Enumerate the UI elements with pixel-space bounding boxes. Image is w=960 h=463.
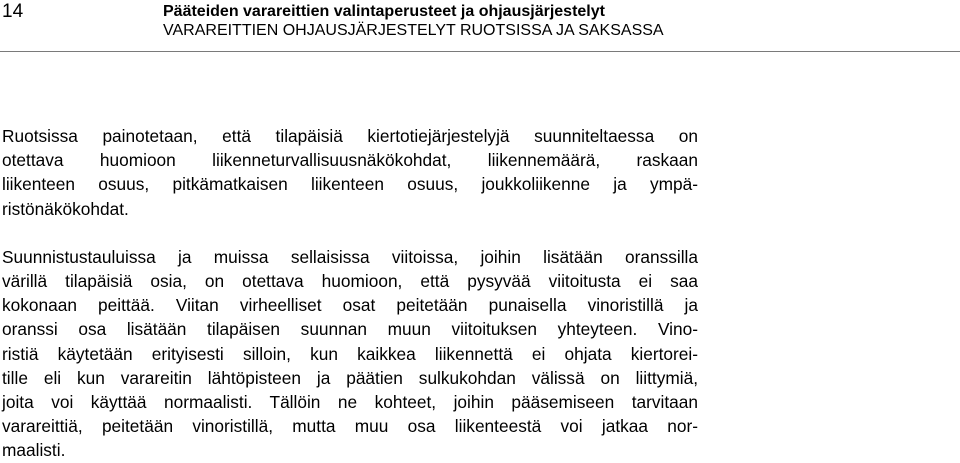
text-line: kokonaan peittää. Viitan virheelliset osat peitetään punaisella vinoristillä ja [2, 295, 698, 316]
text-line: varareittiä, peitetään vinoristillä, mutta muu osa liikenteestä voi jatkaa nor- [2, 416, 698, 437]
text-line: Suunnistustauluissa ja muissa sellaisissa viitoissa, joihin lisätään oranssilla [2, 246, 698, 267]
page-number: 14 [2, 1, 24, 22]
text-line: oranssi osa lisätään tilapäisen suunnan muun viitoituksen yhteyteen. Vino- [2, 319, 698, 340]
text-line: tille eli kun varareitin lähtöpisteen ja päätien sulkukohdan välissä on liittymiä, [2, 367, 698, 388]
text-line: värillä tilapäisiä osia, on otettava huomioon, että pysyvää viitoitusta ei saa [2, 271, 698, 292]
text-line: Ruotsissa painotetaan, että tilapäisiä kiertotiejärjestelyjä suunniteltaessa on [2, 126, 698, 146]
running-header [163, 2, 664, 40]
text-line: maalisti. [2, 440, 66, 461]
text-line: liikenteen osuus, pitkämatkaisen liikenteen osuus, joukkoliikenne ja ympä- [2, 174, 698, 195]
paragraph-2 [2, 245, 698, 463]
header-divider [0, 51, 960, 52]
text-line: otettava huomioon liikenneturvallisuusnäkökohdat, liikennemäärä, raskaan [2, 150, 698, 171]
paragraph-1 [2, 124, 698, 221]
body-text [2, 124, 698, 463]
text-line: ristönäkökohdat. [2, 198, 129, 219]
header-title: Pääteiden varareittien valintaperusteet ja ohjausjärjestelyt [163, 3, 605, 20]
text-line: ristiä käytetään erityisesti silloin, kun kaikkea liikennettä ei ohjata kiertorei- [2, 343, 698, 364]
text-line: joita voi käyttää normaalisti. Tällöin ne kohteet, joihin pääsemiseen tarvitaan [2, 392, 698, 413]
header-subtitle: VARAREITTIEN OHJAUSJÄRJESTELYT RUOTSISSA JA SAKSASSA [163, 22, 664, 39]
